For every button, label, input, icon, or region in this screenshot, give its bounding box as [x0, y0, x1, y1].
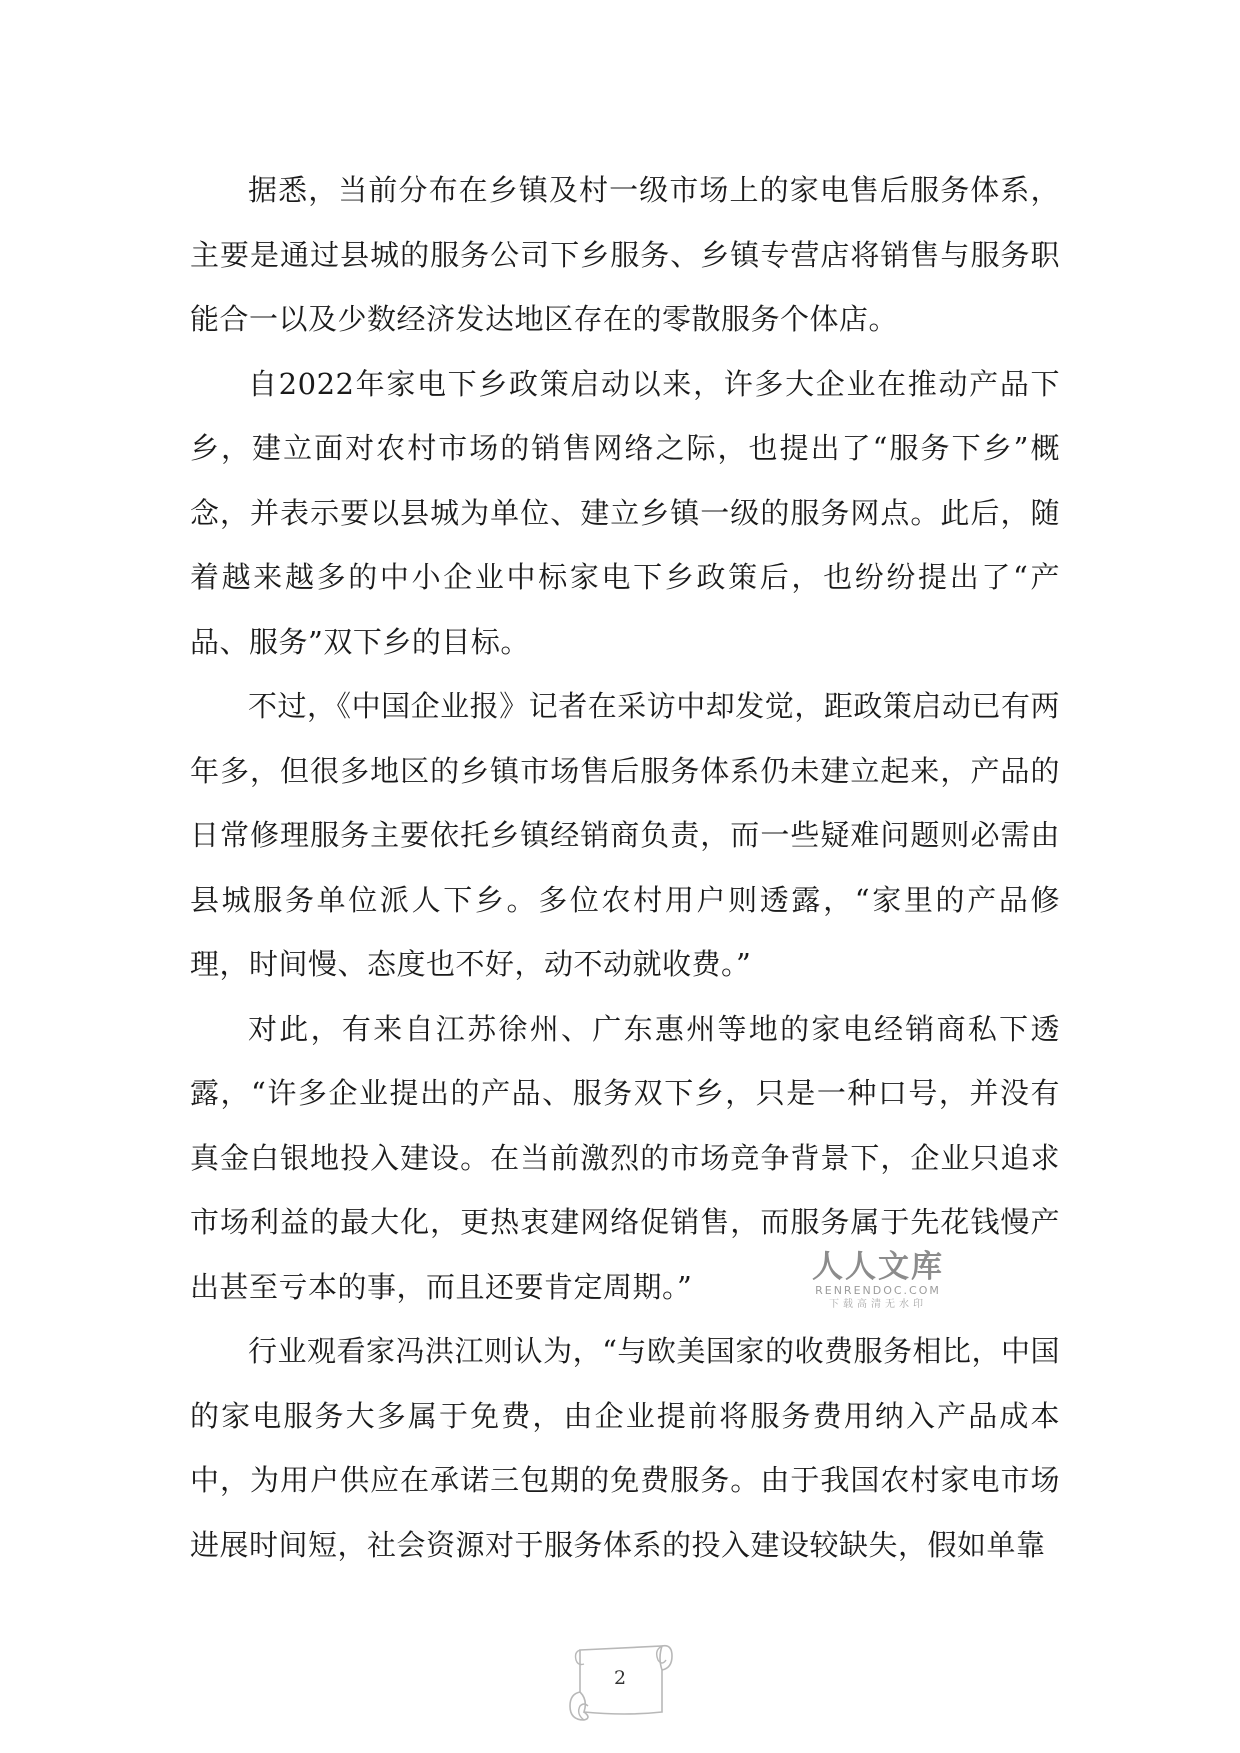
page-number-scroll	[566, 1636, 676, 1726]
watermark-logo	[808, 1250, 948, 1311]
watermark-title: 人人文库	[812, 1249, 944, 1285]
page-number: 2	[613, 1667, 627, 1689]
document-body	[190, 158, 1060, 1577]
watermark-tagline: 下载高清无水印	[829, 1299, 927, 1310]
watermark-domain: RENRENDOC.COM	[815, 1284, 941, 1297]
paragraph-2: 自2022年家电下乡政策启动以来，许多大企业在推动产品下乡，建立面对农村市场的销售网络之际，也提出了“服务下乡”概念，并表示要以县城为单位、建立乡镇一级的服务网点。此后，随着越来越多的中小企业中标家电下乡政策后，也纷纷提出了“产品、服务”双下乡的目标。	[190, 366, 1060, 659]
paragraph-3: 不过，《中国企业报》记者在采访中却发觉，距政策启动已有两年多，但很多地区的乡镇市场售后服务体系仍未建立起来，产品的日常修理服务主要依托乡镇经销商负责，而一些疑难问题则必需由县城服务单位派人下乡。多位农村用户则透露，“家里的产品修理，时间慢、态度也不好，动不动就收费。”	[190, 689, 1060, 981]
paragraph-1: 据悉，当前分布在乡镇及村一级市场上的家电售后服务体系，主要是通过县城的服务公司下乡服务、乡镇专营店将销售与服务职能合一以及少数经济发达地区存在的零散服务个体店。	[190, 173, 1060, 336]
paragraph-5: 行业观看家冯洪江则认为，“与欧美国家的收费服务相比，中国的家电服务大多属于免费，由企业提前将服务费用纳入产品成本中，为用户供应在承诺三包期的免费服务。由于我国农村家电市场进展时间短，社会资源对于服务体系的投入建设较缺失，假如单靠	[190, 1334, 1060, 1562]
paragraph-4: 对此，有来自江苏徐州、广东惠州等地的家电经销商私下透露，“许多企业提出的产品、服务双下乡，只是一种口号，并没有真金白银地投入建设。在当前激烈的市场竞争背景下，企业只追求市场利益的最大化，更热衷建网络促销售，而服务属于先花钱慢产出甚至亏本的事，而且还要肯定周期。”	[190, 1011, 1060, 1304]
